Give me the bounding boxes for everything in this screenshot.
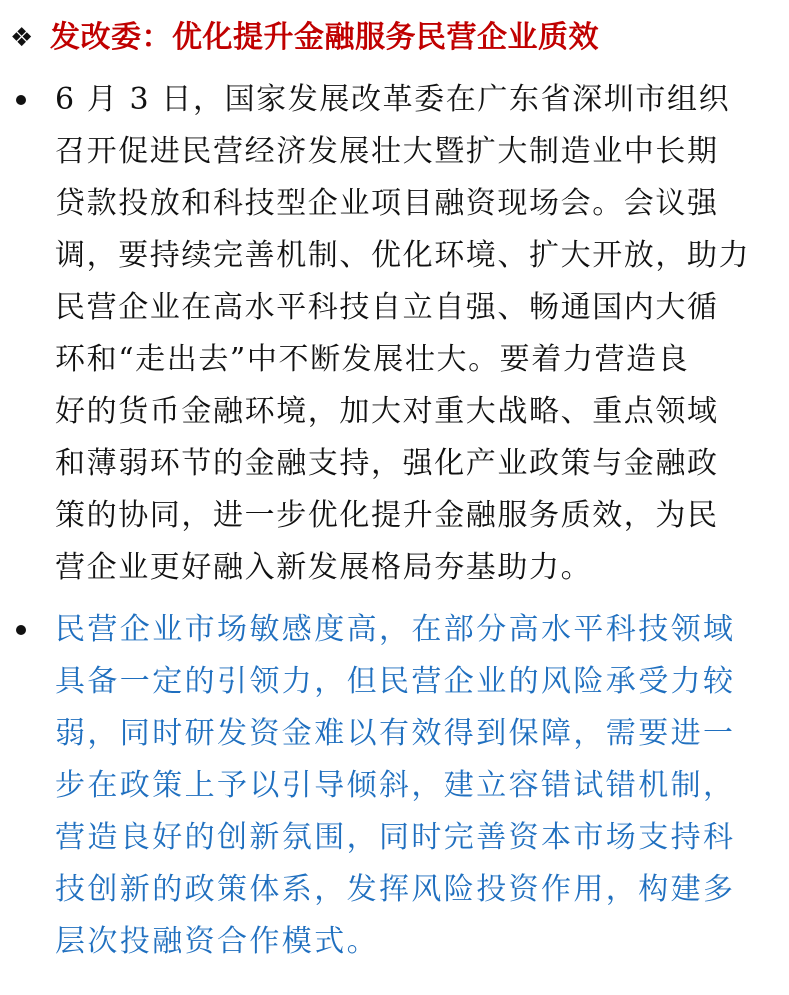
paragraph-line: 策的协同，进一步优化提升金融服务质效，为民 <box>55 498 719 533</box>
paragraph-line: 民营企业在高水平科技自立自强、畅通国内大循 <box>55 290 719 325</box>
paragraph-line: 6 月 3 日，国家发展改革委在广东省深圳市组织 <box>55 82 731 117</box>
paragraph-commentary <box>0 604 789 968</box>
bullet-dot-icon <box>16 95 26 105</box>
paragraph-line: 好的货币金融环境，加大对重大战略、重点领域 <box>55 394 719 429</box>
paragraph-line: 层次投融资合作模式。 <box>55 924 379 959</box>
paragraph-text <box>55 604 785 968</box>
paragraph-line: 技创新的政策体系，发挥风险投资作用，构建多 <box>55 872 736 907</box>
section-heading <box>10 14 599 62</box>
paragraph-line: 具备一定的引领力，但民营企业的风险承受力较 <box>55 664 736 699</box>
heading-title: 发改委：优化提升金融服务民营企业质效 <box>50 20 599 55</box>
paragraph-line: 贷款投放和科技型企业项目融资现场会。会议强 <box>55 186 719 221</box>
diamond-bullet-icon: ❖ <box>10 23 34 53</box>
paragraph-line: 营企业更好融入新发展格局夯基助力。 <box>55 550 593 585</box>
paragraph-line: 环和“走出去”中不断发展壮大。要着力营造良 <box>55 342 690 377</box>
paragraph-line: 营造良好的创新氛围，同时完善资本市场支持科 <box>55 820 736 855</box>
bullet-point <box>0 604 55 968</box>
paragraph-line: 调，要持续完善机制、优化环境、扩大开放，助力 <box>55 238 751 273</box>
paragraph-line: 和薄弱环节的金融支持，强化产业政策与金融政 <box>55 446 719 481</box>
paragraph-policy-news <box>0 74 789 594</box>
bullet-point <box>0 74 55 594</box>
paragraph-line: 弱，同时研发资金难以有效得到保障，需要进一 <box>55 716 736 751</box>
paragraph-line: 步在政策上予以引导倾斜，建立容错试错机制， <box>55 768 736 803</box>
paragraph-text <box>55 74 785 594</box>
bullet-dot-icon <box>16 625 26 635</box>
paragraph-line: 召开促进民营经济发展壮大暨扩大制造业中长期 <box>55 134 719 169</box>
paragraph-line: 民营企业市场敏感度高，在部分高水平科技领域 <box>55 612 736 647</box>
